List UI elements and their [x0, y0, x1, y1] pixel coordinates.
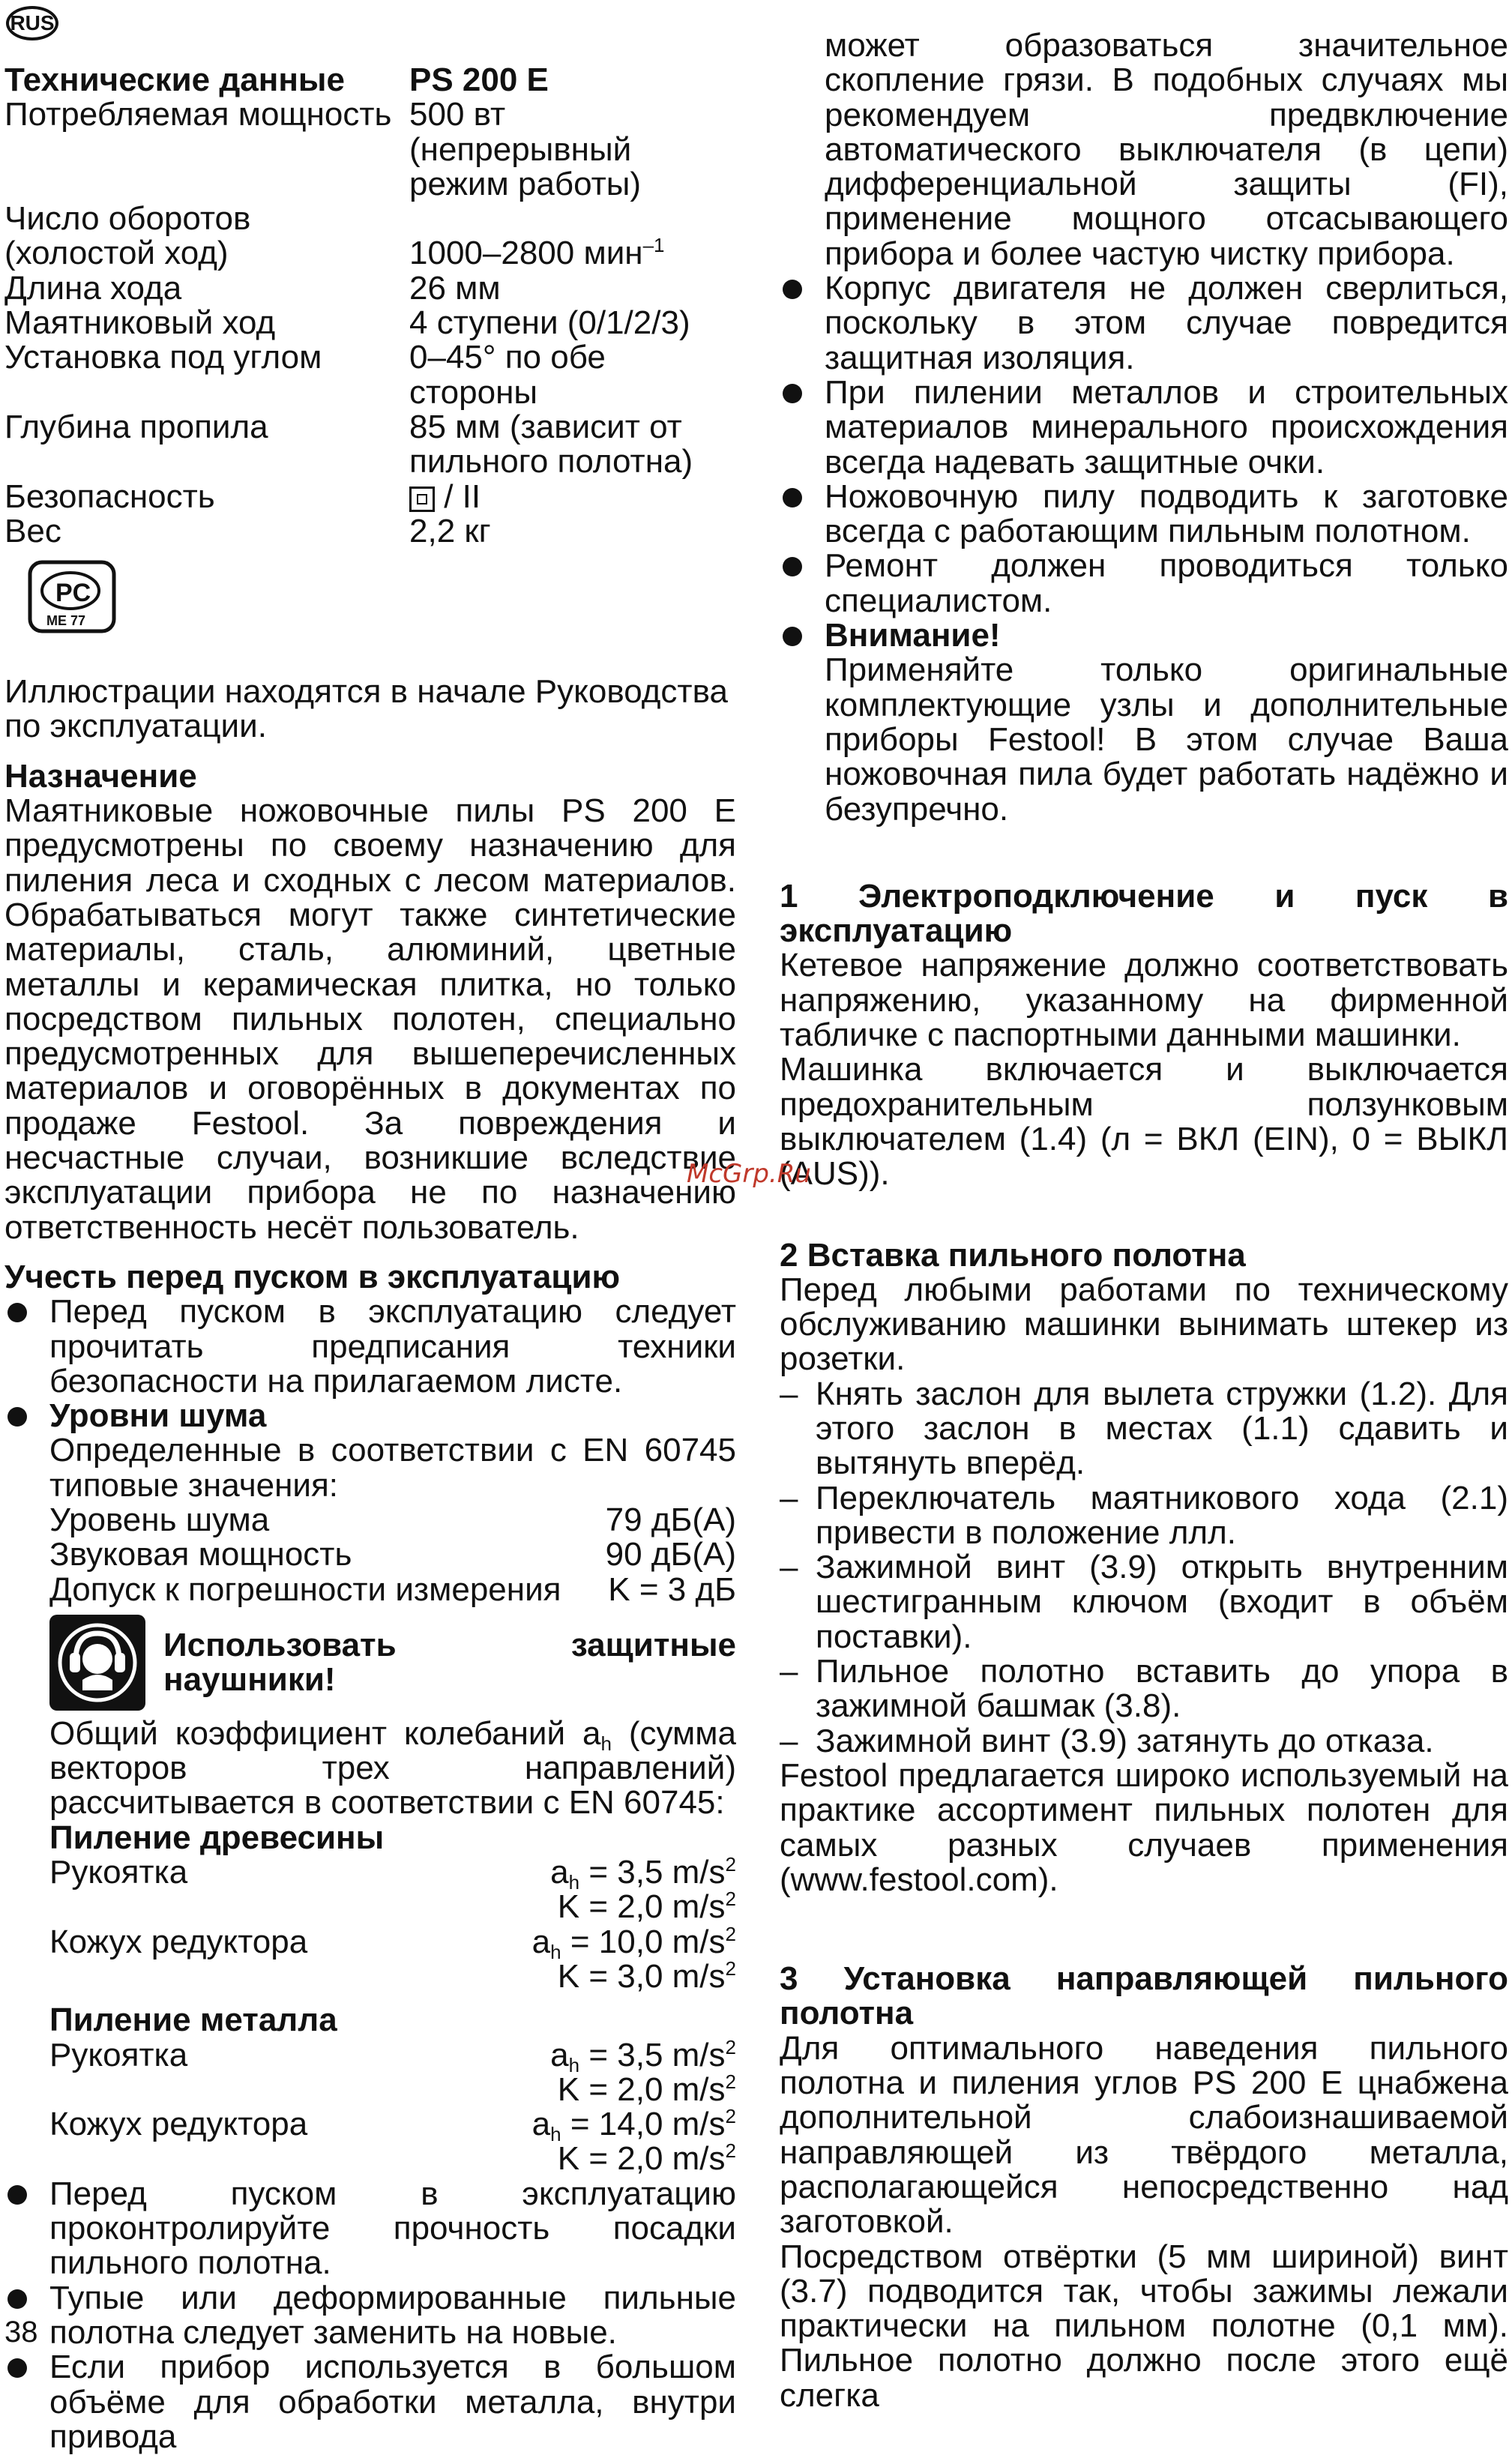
section-1-text: Машинка включается и выключается предохранительным ползунковым выключателем (1.4) (л = ВКЛ (EIN), 0 = ВЫКЛ (AUS)). — [780, 1051, 1508, 1193]
startup-heading: Учесть перед пуском в эксплуатацию — [4, 1258, 621, 1295]
list-item: Перед пуском в эксплуатацию следует прочитать предписания техники безопасности на прилагаемом листе. — [4, 1295, 736, 1399]
bullet-icon — [780, 549, 825, 618]
section-3-text: Посредством отвёртки (5 мм шириной) винт (3.7) подводится так, чтобы зажимы лежали практически на пильном полотне (0,1 мм). Пильное полотно должно после этого ещё слегка — [780, 2238, 1508, 2414]
vibration-row: Рукоятка $a_h = 3,5$ $m/s^2$ — [49, 2035, 736, 2076]
spec-row-stroke — [4, 271, 736, 306]
step-item: – Пильное полотно вставить до упора в зажимной башмак (3.8). — [780, 1653, 1508, 1725]
svg-text:PC: PC — [55, 579, 91, 608]
spec-label: Потребляемая мощность — [4, 96, 392, 133]
section-3-heading: 3 Установка направляющей пильного полотна — [780, 1960, 1508, 2032]
step-item: – Зажимной винт (3.9) затянуть до отказа. — [780, 1722, 1434, 1759]
bullet-icon — [4, 2177, 49, 2281]
list-item: Ремонт должен проводиться только специалистом. — [780, 549, 1508, 618]
bullet-icon — [780, 618, 825, 827]
spec-value: 2,2 кг — [409, 512, 491, 549]
step-item: – Зажимной винт (3.9) открыть внутренним шестигранным ключом (входит в объём поставки). — [780, 1549, 1508, 1655]
step-item: – Княть заслон для вылета стружки (1.2). Для этого заслон в местах (1.1) сдавить и вытянуть вперёд. — [780, 1375, 1508, 1482]
list-item: Перед пуском в эксплуатацию проконтролируйте прочность посадки пильного полотна. — [4, 2177, 736, 2281]
bullet-icon — [4, 2350, 49, 2454]
spec-label: Безопасность — [4, 478, 215, 515]
noise-row: Уровень шума 79 дБ(А) — [49, 1501, 736, 1538]
language-badge: RUS — [6, 6, 58, 40]
vibration-row: Кожух редуктора $a_h = 14,0$ $m/s^2$ — [49, 2105, 736, 2146]
spec-header — [4, 63, 736, 97]
vibration-k: K = 2,0 $m/s^2$ — [557, 1888, 736, 1926]
noise-heading: Уровни шума — [49, 1397, 267, 1435]
step-item: – Переключатель маятникового хода (2.1) привести в положение ллл. — [780, 1479, 1508, 1551]
section-1-heading: 1 Электроподключение и пуск в эксплуатацию — [780, 877, 1508, 950]
bullet-icon — [780, 271, 825, 376]
spec-row-speed — [4, 202, 736, 271]
attention-text: Применяйте только оригинальные комплектующие узлы и дополнительные приборы Festool! В этом случае Ваша ножовочная пила будет работать надёжно и безупречно. — [825, 651, 1508, 828]
illustrations-note: Иллюстрации находятся в начале Руководства по эксплуатации. — [4, 673, 728, 745]
list-item-attention — [780, 618, 1508, 827]
spec-value: 85 мм (зависит от пильного полотна) — [409, 408, 693, 481]
spec-row-pendulum — [4, 306, 736, 340]
ear-protection-text: Использовать защитные наушники! — [163, 1626, 736, 1698]
list-item: При пилении металлов и строительных материалов минерального происхождения всегда надевать защитные очки. — [780, 376, 1508, 480]
purpose-heading: Назначение — [4, 757, 197, 795]
ear-protection-warning — [49, 1615, 736, 1711]
vibration-row: Рукоятка $a_h = 3,5$ $m/s^2$ — [49, 1853, 736, 1894]
spec-value: 4 ступени (0/1/2/3) — [409, 304, 690, 342]
svg-text:ME 77: ME 77 — [46, 613, 86, 629]
spec-label: Длина хода — [4, 269, 182, 307]
section-2-heading: 2 Вставка пильного полотна — [780, 1236, 1246, 1274]
list-item-continued: может образоваться значительное скопление грязи. В подобных случаях мы рекомендуем предвключение автоматического выключателя (в цепи) дифференциальной защиты (FI), применение мощного отсасывающего прибора и более частую чистку прибора. — [825, 27, 1508, 272]
bullet-icon — [4, 1295, 49, 1399]
section-1-text: Кетевое напряжение должно соответствовать напряжению, указанному на фирменной табличке с паспортными данными машинки. — [780, 947, 1508, 1054]
vibration-row: Кожух редуктора $a_h = 10,0$ $m/s^2$ — [49, 1922, 736, 1963]
wood-heading: Пиление древесины — [49, 1819, 385, 1856]
vibration-k: K = 2,0 $m/s^2$ — [557, 2070, 736, 2108]
ear-protection-icon — [49, 1615, 145, 1711]
double-insulation-icon — [409, 487, 435, 512]
spec-label: Число оборотов (холостой ход) — [4, 200, 251, 272]
spec-value: / II — [409, 480, 736, 514]
noise-row: Звуковая мощность 90 дБ(А) — [49, 1536, 736, 1573]
bullet-icon — [780, 376, 825, 480]
spec-row-safety — [4, 480, 736, 514]
section-2-outro: Festool предлагается широко используемый на практике ассортимент пильных полотен для самых разных случаев применения (www.festool.com). — [780, 1756, 1508, 1898]
right-column — [780, 28, 1508, 2413]
spec-row-angle — [4, 340, 736, 410]
spec-row-power — [4, 97, 736, 202]
spec-value: 500 вт (непрерывный режим работы) — [409, 96, 642, 202]
purpose-text: Маятниковые ножовочные пилы PS 200 E предусмотрены по своему назначению для пиления леса и сходных с лесом материалов. Обрабатываться могут также синтетические материалы, сталь, алюминий, цветные металлы и керамическая плитка, но только посредством пильных полотен, специально предусмотренных для вышеперечисленных материалов и оговорённых в документах по продаже Festool. За повреждения и несчастные случаи, возникшие вследствие эксплуатации прибора не по назначению ответственность несёт пользователь. — [4, 792, 736, 1246]
list-item-noise — [4, 1399, 736, 2177]
list-item: Тупые или деформированные пильные полотна следует заменить на новые. — [4, 2281, 736, 2351]
spec-row-weight — [4, 514, 736, 549]
attention-heading: Внимание! — [825, 617, 1001, 654]
spec-model: PS 200 E — [409, 61, 549, 98]
vibration-k: K = 2,0 $m/s^2$ — [557, 2139, 736, 2178]
left-column — [4, 63, 736, 2454]
list-item: Ножовочную пилу подводить к заготовке всегда с работающим пильным полотном. — [780, 480, 1508, 549]
section-3-text: Для оптимального наведения пильного полотна и пиления углов PS 200 E цнабжена дополнительной слабоизнашиваемой направляющей из твёрдого металла, располагающейся непосредственно над заготовкой. — [780, 2029, 1508, 2241]
spec-label: Вес — [4, 512, 61, 549]
vibration-intro: Общий коэффициент колебаний $a_h$ (сумма векторов трех направлений) рассчитывается в соответствии с EN 60745: — [49, 1714, 736, 1822]
spec-label: Глубина пропила — [4, 408, 268, 445]
watermark: McGrp.Ru — [687, 1159, 811, 1189]
spec-label: Маятниковый ход — [4, 304, 276, 342]
page-number: 38 — [4, 2316, 38, 2349]
spec-row-depth — [4, 410, 736, 480]
spec-value: 26 мм — [409, 269, 501, 307]
list-item: Корпус двигателя не должен сверлиться, поскольку в этом случае повредится защитная изоляция. — [780, 271, 1508, 376]
section-2-intro: Перед любыми работами по техническому обслуживанию машинки вынимать штекер из розетки. — [780, 1271, 1508, 1378]
spec-title: Технические данные — [4, 61, 345, 98]
bullet-icon — [4, 1399, 49, 2177]
noise-intro: Определенные в соответствии с EN 60745 типовые значения: — [49, 1432, 736, 1504]
bullet-icon — [780, 480, 825, 549]
spec-label: Установка под углом — [4, 339, 322, 376]
noise-row: Допуск к погрешности измерения K = 3 дБ — [49, 1570, 736, 1608]
spec-value: 1000–2800 мин$^{-1}$ — [409, 234, 665, 272]
spec-value: 0–45° по обе стороны — [409, 339, 606, 411]
vibration-k: K = 3,0 $m/s^2$ — [557, 1957, 736, 1995]
certification-logo — [27, 559, 736, 634]
metal-heading: Пиление металла — [49, 2001, 337, 2039]
list-item: Если прибор используется в большом объёме для обработки металла, внутри привода — [4, 2350, 736, 2454]
